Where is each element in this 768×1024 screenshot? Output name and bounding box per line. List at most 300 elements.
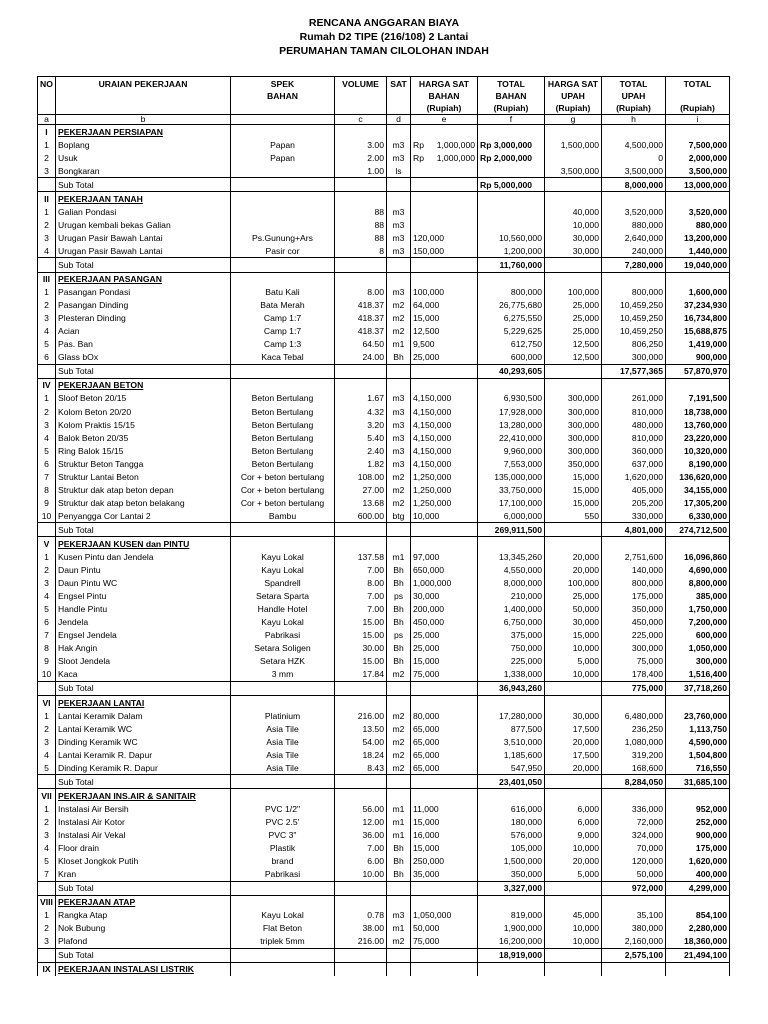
table-row <box>38 244 730 258</box>
item-total-bahan: 350,000 <box>478 868 545 882</box>
item-harga-bahan <box>411 218 478 231</box>
document-subtitle: Rumah D2 TIPE (216/108) 2 Lantai <box>299 31 469 43</box>
empty-cell <box>387 523 411 537</box>
item-sat: m2 <box>387 470 411 483</box>
empty-cell <box>387 378 411 392</box>
item-no: 2 <box>38 151 56 164</box>
item-harga-upah: 25,000 <box>545 299 602 312</box>
item-total: 252,000 <box>666 815 730 828</box>
item-harga-upah: 20,000 <box>545 564 602 577</box>
item-harga-upah: 300,000 <box>545 418 602 431</box>
table-row <box>38 457 730 470</box>
item-sat: m3 <box>387 244 411 258</box>
item-harga-bahan: 1,250,000 <box>411 483 478 496</box>
item-sat: m3 <box>387 231 411 244</box>
item-volume: 15.00 <box>335 629 387 642</box>
item-harga-upah: 10,000 <box>545 642 602 655</box>
item-total: 1,419,000 <box>666 338 730 351</box>
item-harga-bahan: 75,000 <box>411 668 478 682</box>
item-harga-bahan: 1,250,000 <box>411 470 478 483</box>
empty-cell <box>387 125 411 139</box>
item-spek: Pabrikasi <box>231 868 335 882</box>
section-title: PEKERJAAN KUSEN dan PINTU <box>56 537 231 551</box>
table-row <box>38 231 730 244</box>
item-total-upah: 205,200 <box>602 496 666 509</box>
item-no: 9 <box>38 496 56 509</box>
item-spek: PVC 2.5' <box>231 815 335 828</box>
item-harga-bahan: 30,000 <box>411 590 478 603</box>
empty-cell <box>666 895 730 909</box>
empty-cell <box>478 272 545 286</box>
item-sat: m2 <box>387 299 411 312</box>
empty-cell <box>478 378 545 392</box>
item-uraian: Sloof Beton 20/15 <box>56 392 231 405</box>
item-no: 1 <box>38 709 56 722</box>
empty-cell <box>545 681 602 695</box>
item-no: 1 <box>38 138 56 151</box>
item-total-bahan: Rp 3,000,000 <box>478 138 545 151</box>
header-volume: VOLUME <box>335 77 387 115</box>
subtotal-bahan: 18,919,000 <box>478 948 545 962</box>
item-no: 5 <box>38 444 56 457</box>
empty-cell <box>387 364 411 378</box>
item-sat: m3 <box>387 151 411 164</box>
item-no: 1 <box>38 909 56 922</box>
empty-cell <box>231 789 335 803</box>
table-header-row <box>38 77 730 115</box>
item-sat: m3 <box>387 909 411 922</box>
item-no: 3 <box>38 577 56 590</box>
item-harga-bahan: 65,000 <box>411 722 478 735</box>
item-total-bahan: 6,750,000 <box>478 616 545 629</box>
table-row <box>38 922 730 935</box>
item-total: 136,620,000 <box>666 470 730 483</box>
item-volume: 13.68 <box>335 496 387 509</box>
item-uraian: Lantai Keramik Dalam <box>56 709 231 722</box>
subtotal-upah: 7,280,000 <box>602 258 666 272</box>
table-row <box>38 418 730 431</box>
item-harga-upah: 550 <box>545 509 602 523</box>
item-harga-upah: 5,000 <box>545 655 602 668</box>
item-volume: 2.00 <box>335 151 387 164</box>
item-total-bahan: 26,775,680 <box>478 299 545 312</box>
table-row <box>38 909 730 922</box>
item-total-bahan: 819,000 <box>478 909 545 922</box>
item-total: 175,000 <box>666 842 730 855</box>
item-total-bahan: 6,930,500 <box>478 392 545 405</box>
item-total: 854,100 <box>666 909 730 922</box>
item-uraian: Hak Angin <box>56 642 231 655</box>
item-total-upah: 178,400 <box>602 668 666 682</box>
item-spek: Pasir cor <box>231 244 335 258</box>
item-no: 9 <box>38 655 56 668</box>
item-total-bahan: 1,185,600 <box>478 748 545 761</box>
empty-cell <box>666 272 730 286</box>
item-harga-upah: 6,000 <box>545 815 602 828</box>
item-volume: 18.24 <box>335 748 387 761</box>
item-harga-upah: 25,000 <box>545 325 602 338</box>
header-total: TOTAL (Rupiah) <box>666 77 730 115</box>
item-total-bahan: 33,750,000 <box>478 483 545 496</box>
item-sat: m1 <box>387 802 411 815</box>
item-spek: Batu Kali <box>231 286 335 299</box>
item-uraian: Galian Pondasi <box>56 205 231 218</box>
empty-cell <box>545 272 602 286</box>
item-total: 23,220,000 <box>666 431 730 444</box>
empty-cell <box>335 125 387 139</box>
item-total-bahan: 750,000 <box>478 642 545 655</box>
item-spek: Kayu Lokal <box>231 564 335 577</box>
subtotal-bahan: 269,911,500 <box>478 523 545 537</box>
item-spek: Camp 1:3 <box>231 338 335 351</box>
subtotal-upah: 775,000 <box>602 681 666 695</box>
item-total: 8,190,000 <box>666 457 730 470</box>
subtotal-total: 274,712,500 <box>666 523 730 537</box>
item-spek: Cor + beton bertulang <box>231 496 335 509</box>
item-total-upah: 140,000 <box>602 564 666 577</box>
item-uraian: Daun Pintu <box>56 564 231 577</box>
table-row <box>38 668 730 682</box>
item-total-upah: 380,000 <box>602 922 666 935</box>
item-no: 5 <box>38 603 56 616</box>
item-no: 8 <box>38 483 56 496</box>
column-letter: g <box>545 115 602 125</box>
table-row <box>38 629 730 642</box>
item-harga-bahan: 450,000 <box>411 616 478 629</box>
empty-cell <box>411 962 478 976</box>
item-sat: m3 <box>387 218 411 231</box>
item-volume: 3.20 <box>335 418 387 431</box>
empty-cell <box>231 125 335 139</box>
subtotal-label: Sub Total <box>56 523 231 537</box>
item-sat: m2 <box>387 735 411 748</box>
item-spek: Bata Merah <box>231 299 335 312</box>
item-harga-upah: 20,000 <box>545 761 602 775</box>
item-harga-upah: 25,000 <box>545 312 602 325</box>
item-total: 300,000 <box>666 655 730 668</box>
table-row <box>38 642 730 655</box>
item-uraian: Instalasi Air Bersih <box>56 802 231 815</box>
item-harga-upah: 25,000 <box>545 590 602 603</box>
item-uraian: Pasangan Dinding <box>56 299 231 312</box>
empty-cell <box>411 258 478 272</box>
item-no: 2 <box>38 405 56 418</box>
empty-cell <box>411 178 478 192</box>
empty-cell <box>411 364 478 378</box>
project-name: PERUMAHAN TAMAN CILOLOHAN INDAH <box>279 45 489 57</box>
empty-cell <box>335 537 387 551</box>
item-total-upah: 324,000 <box>602 828 666 841</box>
item-harga-bahan: 97,000 <box>411 551 478 564</box>
item-total: 13,200,000 <box>666 231 730 244</box>
item-total-upah: 35,100 <box>602 909 666 922</box>
item-uraian: Bongkaran <box>56 164 231 178</box>
item-uraian: Struktur Beton Tangga <box>56 457 231 470</box>
empty-cell <box>335 258 387 272</box>
subtotal-row <box>38 364 730 378</box>
item-no: 3 <box>38 312 56 325</box>
empty-cell <box>545 537 602 551</box>
item-sat: Bh <box>387 842 411 855</box>
section-header-row <box>38 378 730 392</box>
item-total-upah: 480,000 <box>602 418 666 431</box>
item-spek: Asia Tile <box>231 761 335 775</box>
item-total: 16,096,860 <box>666 551 730 564</box>
empty-cell <box>666 378 730 392</box>
item-harga-bahan: 4,150,000 <box>411 444 478 457</box>
currency-prefix: Rp <box>413 152 424 163</box>
item-volume: 36.00 <box>335 828 387 841</box>
item-total-bahan: 17,100,000 <box>478 496 545 509</box>
currency-amount: 1,000,000 <box>436 139 475 150</box>
table-row <box>38 405 730 418</box>
item-total: 1,750,000 <box>666 603 730 616</box>
item-spek: Beton Bertulang <box>231 392 335 405</box>
item-harga-upah: 30,000 <box>545 709 602 722</box>
item-harga-upah: 30,000 <box>545 231 602 244</box>
item-volume: 88 <box>335 231 387 244</box>
section-title: PEKERJAAN INSTALASI LISTRIK <box>56 962 231 976</box>
section-number: II <box>38 192 56 206</box>
section-number: VIII <box>38 895 56 909</box>
item-harga-bahan: 15,000 <box>411 815 478 828</box>
item-no: 3 <box>38 935 56 949</box>
empty-cell <box>545 364 602 378</box>
item-total: 1,504,800 <box>666 748 730 761</box>
subtotal-label: Sub Total <box>56 178 231 192</box>
item-spek: Setara HZK <box>231 655 335 668</box>
item-total: 16,734,800 <box>666 312 730 325</box>
section-title: PEKERJAAN BETON <box>56 378 231 392</box>
item-total: 17,305,200 <box>666 496 730 509</box>
item-total-upah: 3,520,000 <box>602 205 666 218</box>
item-total-upah: 1,620,000 <box>602 470 666 483</box>
empty-cell <box>602 272 666 286</box>
item-spek: Spandrell <box>231 577 335 590</box>
empty-cell <box>545 178 602 192</box>
item-no: 4 <box>38 244 56 258</box>
item-total-upah: 405,000 <box>602 483 666 496</box>
empty-cell <box>335 962 387 976</box>
item-harga-bahan: 15,000 <box>411 312 478 325</box>
item-spek: Ps.Gunung+Ars <box>231 231 335 244</box>
table-row <box>38 444 730 457</box>
item-total: 15,688,875 <box>666 325 730 338</box>
subtotal-label: Sub Total <box>56 948 231 962</box>
empty-cell <box>335 192 387 206</box>
empty-cell <box>478 537 545 551</box>
item-uraian: Plesteran Dinding <box>56 312 231 325</box>
item-uraian: Pasangan Pondasi <box>56 286 231 299</box>
section-header-row <box>38 895 730 909</box>
empty-cell <box>231 192 335 206</box>
empty-cell <box>666 696 730 710</box>
item-total-upah: 225,000 <box>602 629 666 642</box>
item-no: 2 <box>38 299 56 312</box>
item-no: 3 <box>38 828 56 841</box>
header-total-upah: TOTAL UPAH (Rupiah) <box>602 77 666 115</box>
empty-cell <box>666 537 730 551</box>
empty-cell <box>335 178 387 192</box>
subtotal-label: Sub Total <box>56 258 231 272</box>
section-number: V <box>38 537 56 551</box>
empty-cell <box>602 962 666 976</box>
item-total-upah: 0 <box>602 151 666 164</box>
item-harga-bahan: 75,000 <box>411 935 478 949</box>
item-no: 6 <box>38 616 56 629</box>
item-spek: Kayu Lokal <box>231 909 335 922</box>
column-letter: d <box>387 115 411 125</box>
item-no: 2 <box>38 922 56 935</box>
item-sat: m3 <box>387 457 411 470</box>
item-harga-upah: 300,000 <box>545 431 602 444</box>
column-letter: c <box>335 115 387 125</box>
item-volume: 7.00 <box>335 590 387 603</box>
item-spek: Asia Tile <box>231 748 335 761</box>
item-harga-upah: 17,500 <box>545 748 602 761</box>
subtotal-bahan: 23,401,050 <box>478 775 545 789</box>
empty-cell <box>411 125 478 139</box>
item-no: 3 <box>38 164 56 178</box>
item-volume: 64.50 <box>335 338 387 351</box>
document-header <box>0 16 768 58</box>
table-row <box>38 828 730 841</box>
item-volume: 30.00 <box>335 642 387 655</box>
item-harga-bahan: 25,000 <box>411 351 478 365</box>
item-volume: 17.84 <box>335 668 387 682</box>
item-sat: Bh <box>387 855 411 868</box>
empty-cell <box>387 696 411 710</box>
item-harga-bahan: 15,000 <box>411 842 478 855</box>
item-harga-upah: 10,000 <box>545 668 602 682</box>
table-row <box>38 151 730 164</box>
header-harga-bahan: HARGA SAT BAHAN (Rupiah) <box>411 77 478 115</box>
item-harga-upah: 20,000 <box>545 735 602 748</box>
item-harga-bahan: 1,050,000 <box>411 909 478 922</box>
item-sat: m3 <box>387 205 411 218</box>
empty-cell <box>38 948 56 962</box>
item-total-upah: 810,000 <box>602 431 666 444</box>
item-no: 3 <box>38 231 56 244</box>
item-harga-bahan: 150,000 <box>411 244 478 258</box>
empty-cell <box>335 948 387 962</box>
empty-cell <box>387 789 411 803</box>
item-harga-bahan: 25,000 <box>411 642 478 655</box>
item-no: 2 <box>38 564 56 577</box>
item-harga-bahan: 200,000 <box>411 603 478 616</box>
empty-cell <box>387 962 411 976</box>
empty-cell <box>231 364 335 378</box>
item-total-bahan: 1,900,000 <box>478 922 545 935</box>
item-total-upah: 2,160,000 <box>602 935 666 949</box>
item-sat: m1 <box>387 922 411 935</box>
item-total-bahan: 7,553,000 <box>478 457 545 470</box>
empty-cell <box>411 378 478 392</box>
section-number: VI <box>38 696 56 710</box>
section-title: PEKERJAAN PERSIAPAN <box>56 125 231 139</box>
item-total-bahan: 4,550,000 <box>478 564 545 577</box>
item-sat: ls <box>387 164 411 178</box>
section-header-row <box>38 537 730 551</box>
item-spek: Cor + beton bertulang <box>231 470 335 483</box>
empty-cell <box>411 895 478 909</box>
item-harga-upah: 15,000 <box>545 629 602 642</box>
item-no: 2 <box>38 722 56 735</box>
item-uraian: Floor drain <box>56 842 231 855</box>
empty-cell <box>602 895 666 909</box>
item-no: 1 <box>38 392 56 405</box>
item-harga-bahan: 9,500 <box>411 338 478 351</box>
item-uraian: Instalasi Air Vekal <box>56 828 231 841</box>
column-letter: a <box>38 115 56 125</box>
item-spek: Kaca Tebal <box>231 351 335 365</box>
item-volume: 1.67 <box>335 392 387 405</box>
empty-cell <box>231 378 335 392</box>
section-number: I <box>38 125 56 139</box>
item-spek: brand <box>231 855 335 868</box>
item-harga-bahan <box>411 164 478 178</box>
item-uraian: Handle Pintu <box>56 603 231 616</box>
item-volume: 8 <box>335 244 387 258</box>
empty-cell <box>411 948 478 962</box>
table-row <box>38 431 730 444</box>
subtotal-bahan: 40,293,605 <box>478 364 545 378</box>
item-no: 2 <box>38 815 56 828</box>
item-harga-bahan: 16,000 <box>411 828 478 841</box>
item-volume: 13.50 <box>335 722 387 735</box>
table-row <box>38 761 730 775</box>
item-spek: Beton Bertulang <box>231 444 335 457</box>
empty-cell <box>411 696 478 710</box>
item-spek: 3 mm <box>231 668 335 682</box>
header-no: NO <box>38 77 56 115</box>
item-sat: Bh <box>387 351 411 365</box>
empty-cell <box>478 192 545 206</box>
item-total: 1,050,000 <box>666 642 730 655</box>
item-total: 8,800,000 <box>666 577 730 590</box>
item-total: 7,500,000 <box>666 138 730 151</box>
item-volume: 88 <box>335 218 387 231</box>
item-harga-bahan: 1,250,000 <box>411 496 478 509</box>
item-sat: m1 <box>387 828 411 841</box>
item-spek: Bambu <box>231 509 335 523</box>
item-total-upah: 261,000 <box>602 392 666 405</box>
item-harga-upah: 10,000 <box>545 218 602 231</box>
empty-cell <box>231 895 335 909</box>
item-sat: m3 <box>387 444 411 457</box>
item-uraian: Kloset Jongkok Putih <box>56 855 231 868</box>
item-uraian: Kaca <box>56 668 231 682</box>
item-volume: 418.37 <box>335 299 387 312</box>
table-row <box>38 868 730 882</box>
item-harga-upah: 20,000 <box>545 855 602 868</box>
item-total-bahan: 9,960,000 <box>478 444 545 457</box>
empty-cell <box>231 258 335 272</box>
item-volume: 56.00 <box>335 802 387 815</box>
item-spek: Beton Bertulang <box>231 457 335 470</box>
item-volume: 7.00 <box>335 564 387 577</box>
item-uraian: Rangka Atap <box>56 909 231 922</box>
item-sat: Bh <box>387 642 411 655</box>
item-total-upah: 240,000 <box>602 244 666 258</box>
item-total-bahan: 225,000 <box>478 655 545 668</box>
item-harga-bahan: 100,000 <box>411 286 478 299</box>
item-volume: 15.00 <box>335 616 387 629</box>
item-uraian: Nok Bubung <box>56 922 231 935</box>
subtotal-upah: 972,000 <box>602 881 666 895</box>
empty-cell <box>335 696 387 710</box>
item-total-upah: 72,000 <box>602 815 666 828</box>
